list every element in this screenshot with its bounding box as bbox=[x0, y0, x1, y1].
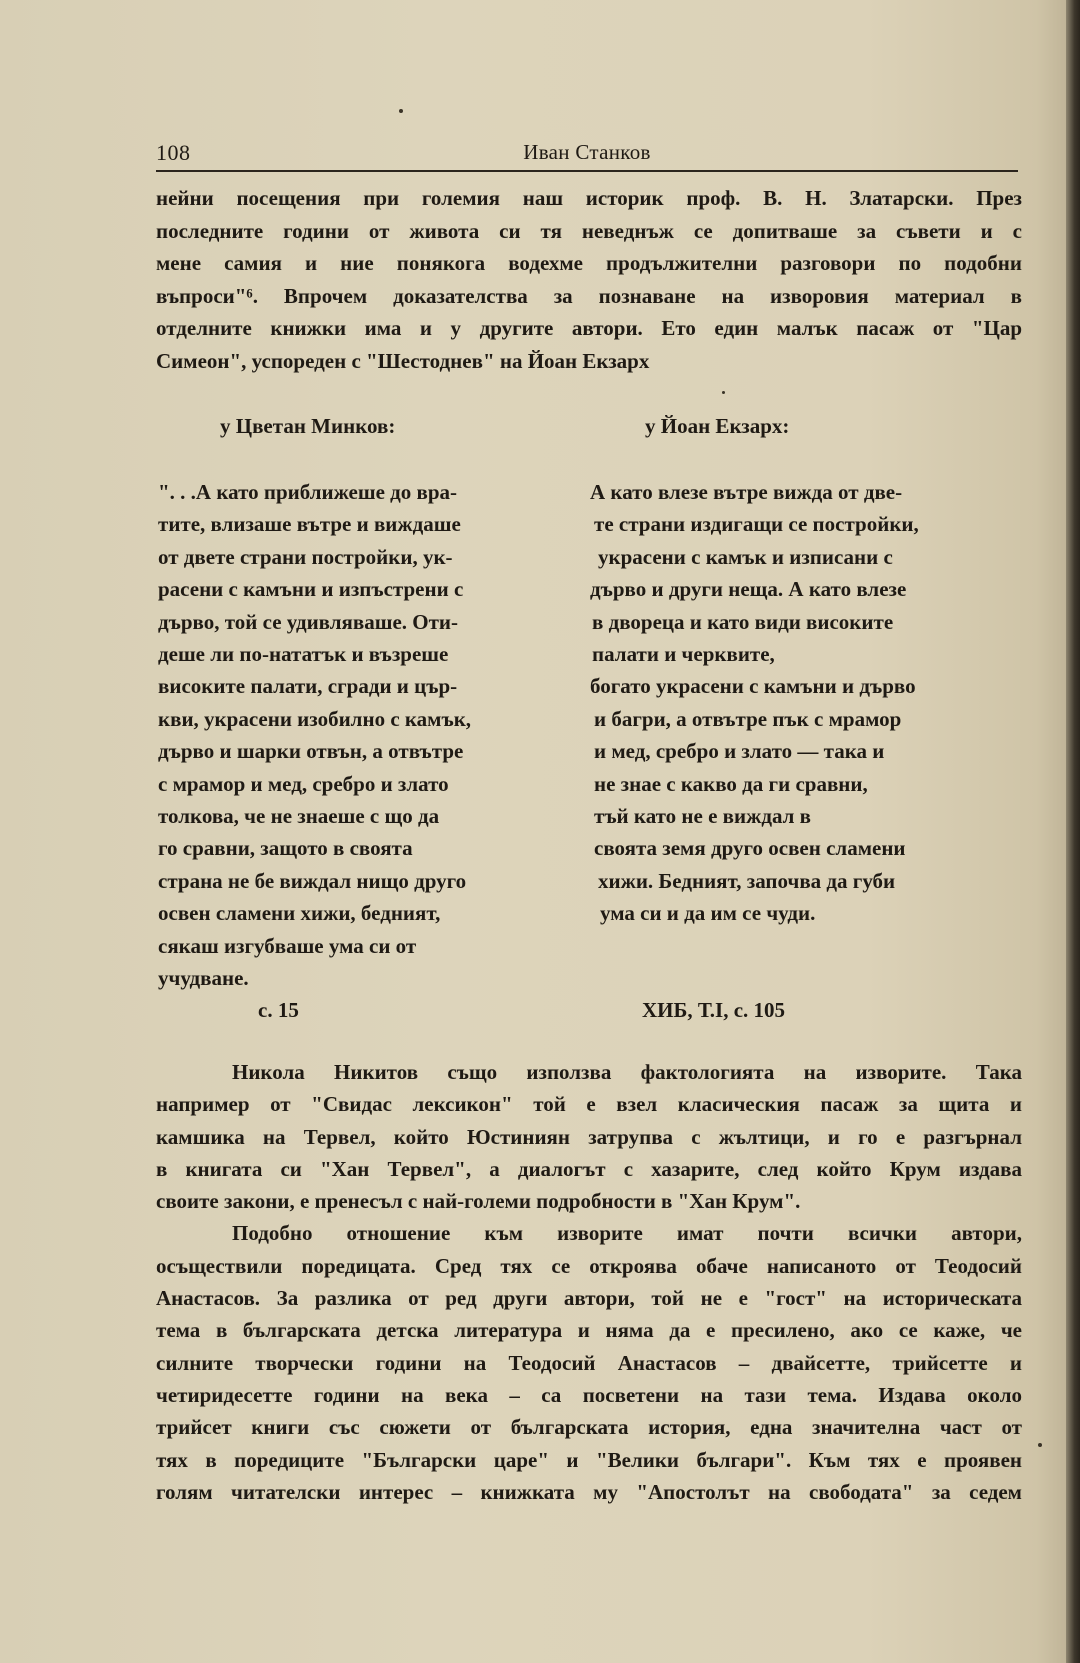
quote-line: толкова, че не знаеше с що да bbox=[158, 804, 440, 829]
text-line: нейни посещения при големия наш историк проф. В. Н. Златарски. През bbox=[156, 186, 1022, 210]
quote-line: сякаш изгубваше ума си от bbox=[158, 933, 417, 958]
quote-line: не знае с какво да ги сравни, bbox=[594, 771, 868, 796]
text-line: въпроси"⁶. Впрочем доказателства за познаване на изворовия материал в bbox=[156, 283, 1022, 308]
quote-line: расени с камъни и изпъстрени с bbox=[158, 577, 464, 602]
text-line: отделните книжки има и у другите автори. Ето един малък пасаж от "Цар bbox=[156, 316, 1022, 340]
quote-line: учудване. bbox=[158, 966, 249, 991]
quote-line: дърво и шарки отвън, а отвътре bbox=[158, 739, 464, 764]
quote-line: деше ли по-нататък и възреше bbox=[158, 642, 449, 667]
quote-line: страна не бе виждал нищо друго bbox=[158, 868, 467, 893]
text-line: осъществили поредицата. Сред тях се откроява обаче написаното от Теодосий bbox=[156, 1253, 1022, 1278]
quote-line: високите палати, сгради и цър- bbox=[158, 674, 458, 699]
page-header bbox=[156, 136, 1018, 172]
text-line: тях в поредиците "Български царе" и "Велики българи". Към тях е проявен bbox=[156, 1447, 1022, 1472]
quote-line: от двете страни постройки, ук- bbox=[158, 544, 453, 569]
text-line: камшика на Тервел, който Юстиниян затрупва с жълтици, и го е разгърнал bbox=[156, 1124, 1022, 1149]
book-spine-shadow bbox=[1066, 0, 1080, 1663]
text-line: например от "Свидас лексикон" той е взел класическия пасаж за щита и bbox=[156, 1092, 1022, 1117]
quote-line: и багри, а отвътре пък с мрамор bbox=[594, 706, 902, 731]
left-column-citation: с. 15 bbox=[258, 998, 299, 1022]
text-line: Никола Никитов също използва фактологията на изворите. Така bbox=[232, 1060, 1022, 1084]
right-column-heading: у Йоан Екзарх: bbox=[645, 414, 790, 438]
quote-line: ума си и да им се чуди. bbox=[600, 901, 816, 926]
paper-speck bbox=[399, 109, 403, 113]
quote-line: хижи. Бедният, започва да губи bbox=[598, 868, 896, 893]
left-column-heading: у Цветан Минков: bbox=[220, 414, 396, 438]
quote-line: те страни издигащи се постройки, bbox=[594, 512, 919, 537]
quote-line: кви, украсени изобилно с камък, bbox=[158, 706, 472, 731]
quote-line: богато украсени с камъни и дърво bbox=[590, 674, 916, 699]
quote-line: в двореца и като види високите bbox=[592, 609, 894, 634]
intro-paragraph bbox=[156, 182, 1022, 377]
running-title: Иван Станков bbox=[523, 140, 651, 164]
quote-line: палати и черквите, bbox=[592, 642, 775, 667]
quote-line: украсени с камък и изписани с bbox=[598, 544, 893, 569]
text-line: трийсет книги със сюжети от българската история, една значителна част от bbox=[156, 1415, 1022, 1440]
right-column-citation: ХИБ, Т.I, с. 105 bbox=[642, 998, 786, 1022]
quote-line: с мрамор и мед, сребро и злато bbox=[158, 771, 449, 796]
page-number: 108 bbox=[156, 140, 191, 165]
text-line: голям читателски интерес – книжката му "Апостолът на свободата" за седем bbox=[156, 1479, 1022, 1504]
left-column-quote bbox=[158, 476, 558, 995]
text-line: своите закони, е пренесъл с най-големи подробности в "Хан Крум". bbox=[156, 1189, 801, 1214]
quote-line: своята земя друго освен сламени bbox=[594, 836, 906, 861]
paper-speck bbox=[1038, 1443, 1042, 1447]
quote-line: го сравни, защото в своята bbox=[158, 836, 413, 861]
quote-line: ". . .А като приближеше до вра- bbox=[158, 480, 458, 504]
quote-line: тите, влизаше вътре и виждаше bbox=[158, 512, 461, 537]
text-line: Симеон", успореден с "Шестоднев" на Йоан Екзарх bbox=[156, 348, 650, 373]
quote-line: дърво, той се удивляваше. Оти- bbox=[158, 609, 459, 634]
right-column-quote bbox=[590, 476, 1010, 930]
quote-line: тъй като не е виждал в bbox=[594, 804, 812, 829]
text-line: мене самия и ние понякога водехме продължителни разговори по подобни bbox=[156, 251, 1022, 275]
quote-line: освен сламени хижи, бедният, bbox=[158, 901, 441, 926]
text-line: силните творчески години на Теодосий Анастасов – двайсетте, трийсетте и bbox=[156, 1350, 1022, 1375]
quote-line: дърво и други неща. А като влезе bbox=[590, 577, 907, 602]
text-line: тема в българската детска литература и няма да е пресилено, ако се каже, че bbox=[156, 1318, 1022, 1343]
quote-line: и мед, сребро и злато — така и bbox=[594, 739, 885, 764]
paper-speck bbox=[722, 391, 725, 394]
text-line: последните години от живота си тя неведнъж се допитваше за съвети и с bbox=[156, 218, 1022, 243]
body-text bbox=[156, 1056, 1022, 1508]
text-line: в книгата си "Хан Тервел", а диалогът с хазарите, след който Крум издава bbox=[156, 1156, 1022, 1181]
text-line: четиридесетте години на века – са посветени на тази тема. Издава около bbox=[156, 1382, 1022, 1407]
text-line: Анастасов. За разлика от ред други автори, той не е "гост" на историческата bbox=[156, 1286, 1022, 1311]
text-line: Подобно отношение към изворите имат почти всички автори, bbox=[232, 1221, 1022, 1246]
quote-line: А като влезе вътре вижда от две- bbox=[590, 480, 903, 504]
